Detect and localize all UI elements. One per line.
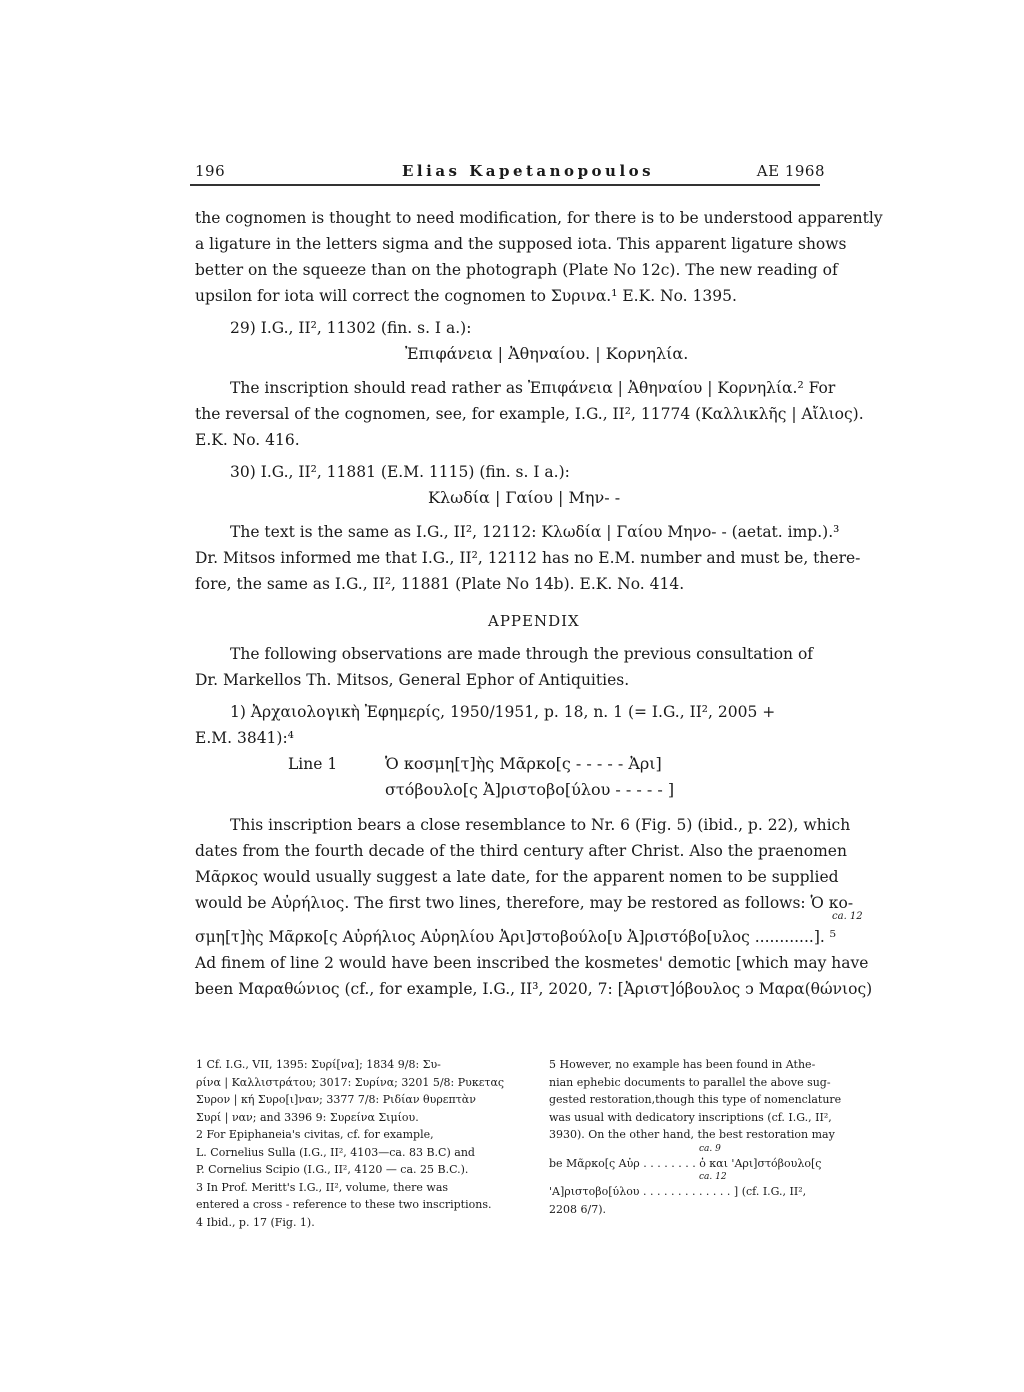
journal-reference: AE 1968	[756, 162, 825, 180]
body-line: the cognomen is thought to need modification, for there is to be understood apparently	[195, 209, 883, 227]
footnotes-left	[196, 1056, 526, 1231]
footnote-line: entered a cross - reference to these two inscriptions.	[196, 1198, 492, 1211]
footnote-line: 1 Cf. I.G., VII, 1395: Συρί[να]; 1834 9/8: Συ-	[196, 1058, 441, 1071]
ca-annotation: ca. 12	[832, 911, 863, 922]
footnote-line: 4 Ibid., p. 17 (Fig. 1).	[196, 1215, 315, 1229]
body-line: The inscription should read rather as Ἐπιφάνεια | Ἀθηναίου | Κορνηλία.² For	[230, 379, 836, 397]
body-line: been Μαραθώνιος (cf., for example, I.G., II³, 2020, 7: [Ἀριστ]όβουλος ↄ Μαρα(θώνιος)	[195, 980, 873, 998]
footnote-line: P. Cornelius Scipio (I.G., II², 4120 — ca. 25 B.C.).	[196, 1163, 469, 1176]
body-line: Dr. Markellos Th. Mitsos, General Ephor of Antiquities.	[195, 671, 630, 689]
footnote-line: gested restoration,though this type of nomenclature	[549, 1093, 842, 1106]
line-label: Line 1	[288, 755, 338, 773]
body-line: This inscription bears a close resemblance to Nr. 6 (Fig. 5) (ibid., p. 22), which	[230, 816, 851, 834]
body-line: The following observations are made through the previous consultation of	[230, 645, 814, 663]
footnote-line: was usual with dedicatory inscriptions (cf. I.G., II²,	[549, 1110, 832, 1124]
footnote-line: Συρον | κή Συρο[ι]ναν; 3377 7/8: Ριδίαν θυρεπτὰν	[196, 1093, 476, 1106]
footnote-ca-note: ca. 9	[699, 1143, 721, 1154]
body-line: Ad finem of line 2 would have been inscribed the kosmetes' demotic [which may have	[195, 954, 869, 972]
footnote-line: Συρί | ναν; and 3396 9: Συρείνα Σιμίου.	[196, 1110, 419, 1124]
body-line: Dr. Mitsos informed me that I.G., II², 12112 has no E.M. number and must be, there-	[195, 549, 861, 567]
body-line: E.M. 3841):⁴	[195, 729, 294, 747]
item-30-heading: 30) I.G., II², 11881 (E.M. 1115) (fin. s. I a.):	[230, 463, 570, 481]
footnote-line: 2 For Epiphaneia's civitas, cf. for example,	[196, 1128, 434, 1141]
item-29-inscription: Ἐπιφάνεια | Ἀθηναίου. | Κορνηλία.	[405, 344, 689, 363]
body-line: Μᾶρκος would usually suggest a late date, for the apparent nomen to be supplied	[195, 868, 839, 886]
footnote-line: nian ephebic documents to parallel the above sug-	[549, 1075, 831, 1089]
body-line: E.K. No. 416.	[195, 431, 300, 449]
body-line: The text is the same as I.G., II², 12112: Κλωδία | Γαίου Μηνο- - (aetat. imp.).³	[230, 523, 840, 541]
body-line: better on the squeeze than on the photograph (Plate No 12c). The new reading of	[195, 261, 838, 279]
body-line: upsilon for iota will correct the cognomen to Συρινα.¹ E.K. No. 1395.	[195, 287, 737, 305]
item-30-inscription: Κλωδία | Γαίου | Μην- -	[428, 488, 621, 507]
body-line: 1) Ἀρχαιολογικὴ Ἐφημερίς, 1950/1951, p. 18, n. 1 (= I.G., II², 2005 +	[230, 703, 776, 721]
footnote-line: 5 However, no example has been found in Athe-	[549, 1058, 816, 1071]
footnote-line: 3930). On the other hand, the best restoration may	[549, 1128, 835, 1141]
footnote-line: be Μᾶρκο[ς Αὐρ . . . . . . . . ὁ και 'Αρι]στόβουλο[ς	[549, 1156, 822, 1170]
footnote-ca-note: ca. 12	[699, 1172, 727, 1182]
body-line: a ligature in the letters sigma and the supposed iota. This apparent ligature shows	[195, 235, 847, 253]
body-line: σμη[τ]ὴς Μᾶρκο[ς Αὐρήλιος Αὐρηλίου Ἀρι]στοβούλο[υ Ἀ]ριστόβο[υλος ............]. ⁵	[195, 928, 836, 946]
body-line: fore, the same as I.G., II², 11881 (Plate No 14b). E.K. No. 414.	[195, 575, 685, 593]
body-line: the reversal of the cognomen, see, for example, I.G., II², 11774 (Καλλικλῆς | Αἴλιος).	[195, 405, 864, 423]
header-rule	[190, 184, 820, 186]
footnote-line: 3 In Prof. Meritt's I.G., II², volume, there was	[196, 1180, 449, 1194]
item-29-heading: 29) I.G., II², 11302 (fin. s. I a.):	[230, 319, 472, 337]
author-name: Elias Kapetanopoulos	[402, 162, 655, 180]
footnote-line: 'Α]ριστοβο[ύλου . . . . . . . . . . . . . ] (cf. I.G., II²,	[549, 1185, 807, 1198]
footnote-line: L. Cornelius Sulla (I.G., II², 4103—ca. 83 B.C) and	[196, 1145, 475, 1159]
footnote-line: ρίνα | Καλλιστράτου; 3017: Συρίνα; 3201 5/8: Ρυκετας	[196, 1075, 505, 1089]
footnote-line: 2208 6/7).	[549, 1202, 606, 1216]
inscription-line: στόβουλο[ς Ἀ]ριστοβο[ύλου - - - - - ]	[385, 780, 675, 799]
body-line: would be Αὐρήλιος. The first two lines, therefore, may be restored as follows: Ὁ κο-	[195, 894, 854, 912]
body-line: dates from the fourth decade of the third century after Christ. Also the praenomen	[195, 842, 847, 860]
page-number: 196	[195, 162, 226, 180]
inscription-line: Ὁ κοσμη[τ]ὴς Μᾶρκο[ς - - - - - Ἀρι]	[385, 754, 662, 773]
footnotes-right	[549, 1056, 881, 1218]
appendix-title: APPENDIX	[488, 612, 580, 630]
